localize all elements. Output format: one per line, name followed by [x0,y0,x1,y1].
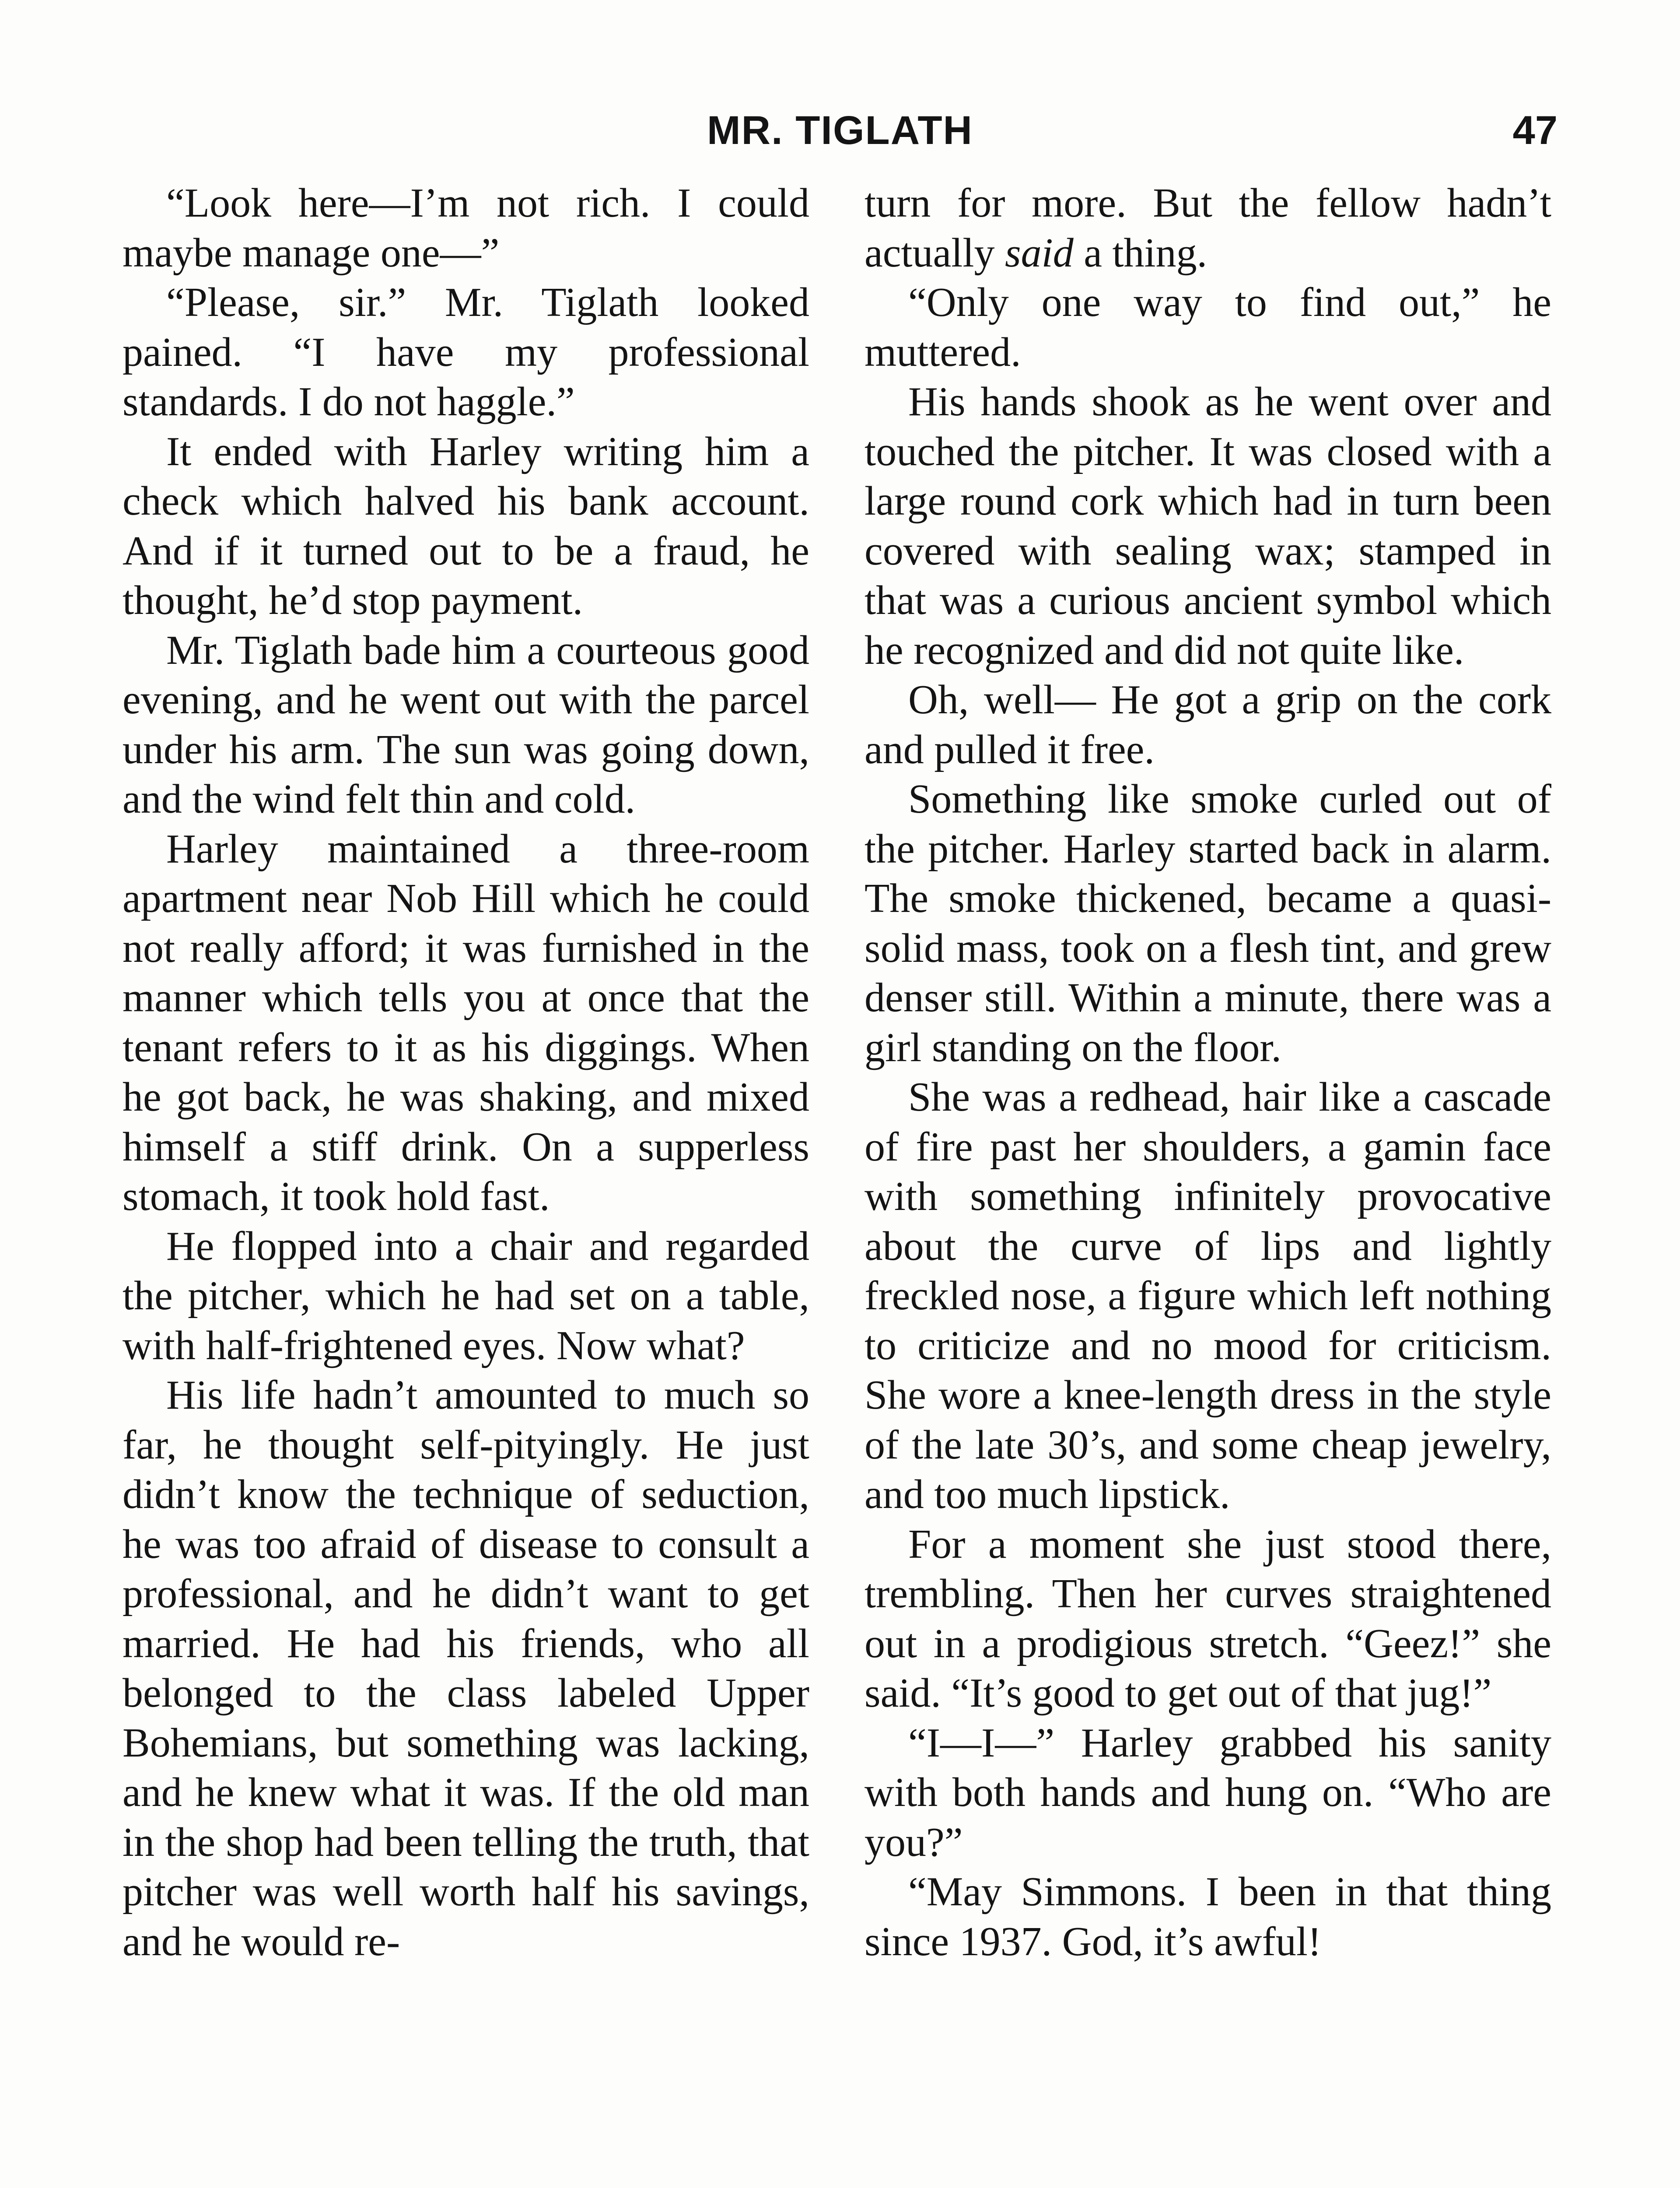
paragraph: He flopped into a chair and regarded the pitcher, which he had set on a table, with half-frightened eyes. Now what? [122,1223,809,1368]
paragraph: “May Simmons. I been in that thing since 1937. God, it’s awful! [864,1869,1551,1964]
running-title: MR. TIGLATH [707,108,973,153]
paragraph: His hands shook as he went over and touched the pitcher. It was closed with a large round cork which had in turn been covered with sealing wax; stamped in that was a curious ancient symbol which he recognized and did not quite like. [864,379,1551,673]
text-span: a thing. [1073,230,1208,276]
paragraph: Mr. Tiglath bade him a courteous good evening, and he went out with the parcel under his arm. The sun was going down, and the wind felt thin and cold. [122,627,809,822]
running-head [122,104,1558,157]
paragraph: “Only one way to find out,” he muttered. [864,280,1551,375]
paragraph: For a moment she just stood there, trembling. Then her curves straightened out in a prodigious stretch. “Geez!” she said. “It’s good to get out of that jug!” [864,1521,1551,1716]
right-column [864,179,1551,1967]
paragraph: “I—I—” Harley grabbed his sanity with both hands and hung on. “Who are you?” [864,1720,1551,1865]
paragraph: Something like smoke curled out of the pitcher. Harley started back in alarm. The smoke thickened, became a quasi-solid mass, took on a flesh tint, and grew denser still. Within a minute, there was a girl standing on the floor. [864,776,1551,1070]
paragraph: His life hadn’t amounted to much so far, he thought self-pityingly. He just didn’t know the technique of seduction, he was too afraid of disease to consult a professional, and he didn’t want to get married. He had his friends, who all belonged to the class labeled Upper Bohemians, but something was lacking, and he knew what it was. If the old man in the shop had been telling the truth, that pitcher was well worth half his savings, and he would re- [122,1372,809,1964]
paragraph: She was a redhead, hair like a cascade of fire past her shoulders, a gamin face with something infinitely provocative about the curve of lips and lightly freckled nose, a figure which left nothing to criticize and no mood for criticism. She wore a knee-length dress in the style of the late 30’s, and some cheap jewelry, and too much lipstick. [864,1074,1551,1517]
paragraph: Oh, well— He got a grip on the cork and pulled it free. [864,677,1551,772]
left-column [122,179,809,1967]
page-number: 47 [1512,108,1558,153]
emphasis-text: said [1005,230,1074,276]
paragraph: “Please, sir.” Mr. Tiglath looked pained. “I have my professional standards. I do not haggle.” [122,280,809,424]
text-span: turn for more. But the fellow hadn’t actually [864,180,1551,276]
paragraph: Harley maintained a three-room apartment near Nob Hill which he could not really afford; it was furnished in the manner which tells you at once that the tenant refers to it as his diggings. When he got back, he was shaking, and mixed himself a stiff drink. On a supperless stomach, it took hold fast. [122,826,809,1219]
paragraph: It ended with Harley writing him a check which halved his bank account. And if it turned out to be a fraud, he thought, he’d stop payment. [122,428,809,623]
paragraph: “Look here—I’m not rich. I could maybe manage one—” [122,180,809,276]
paragraph-continued [864,179,1551,278]
